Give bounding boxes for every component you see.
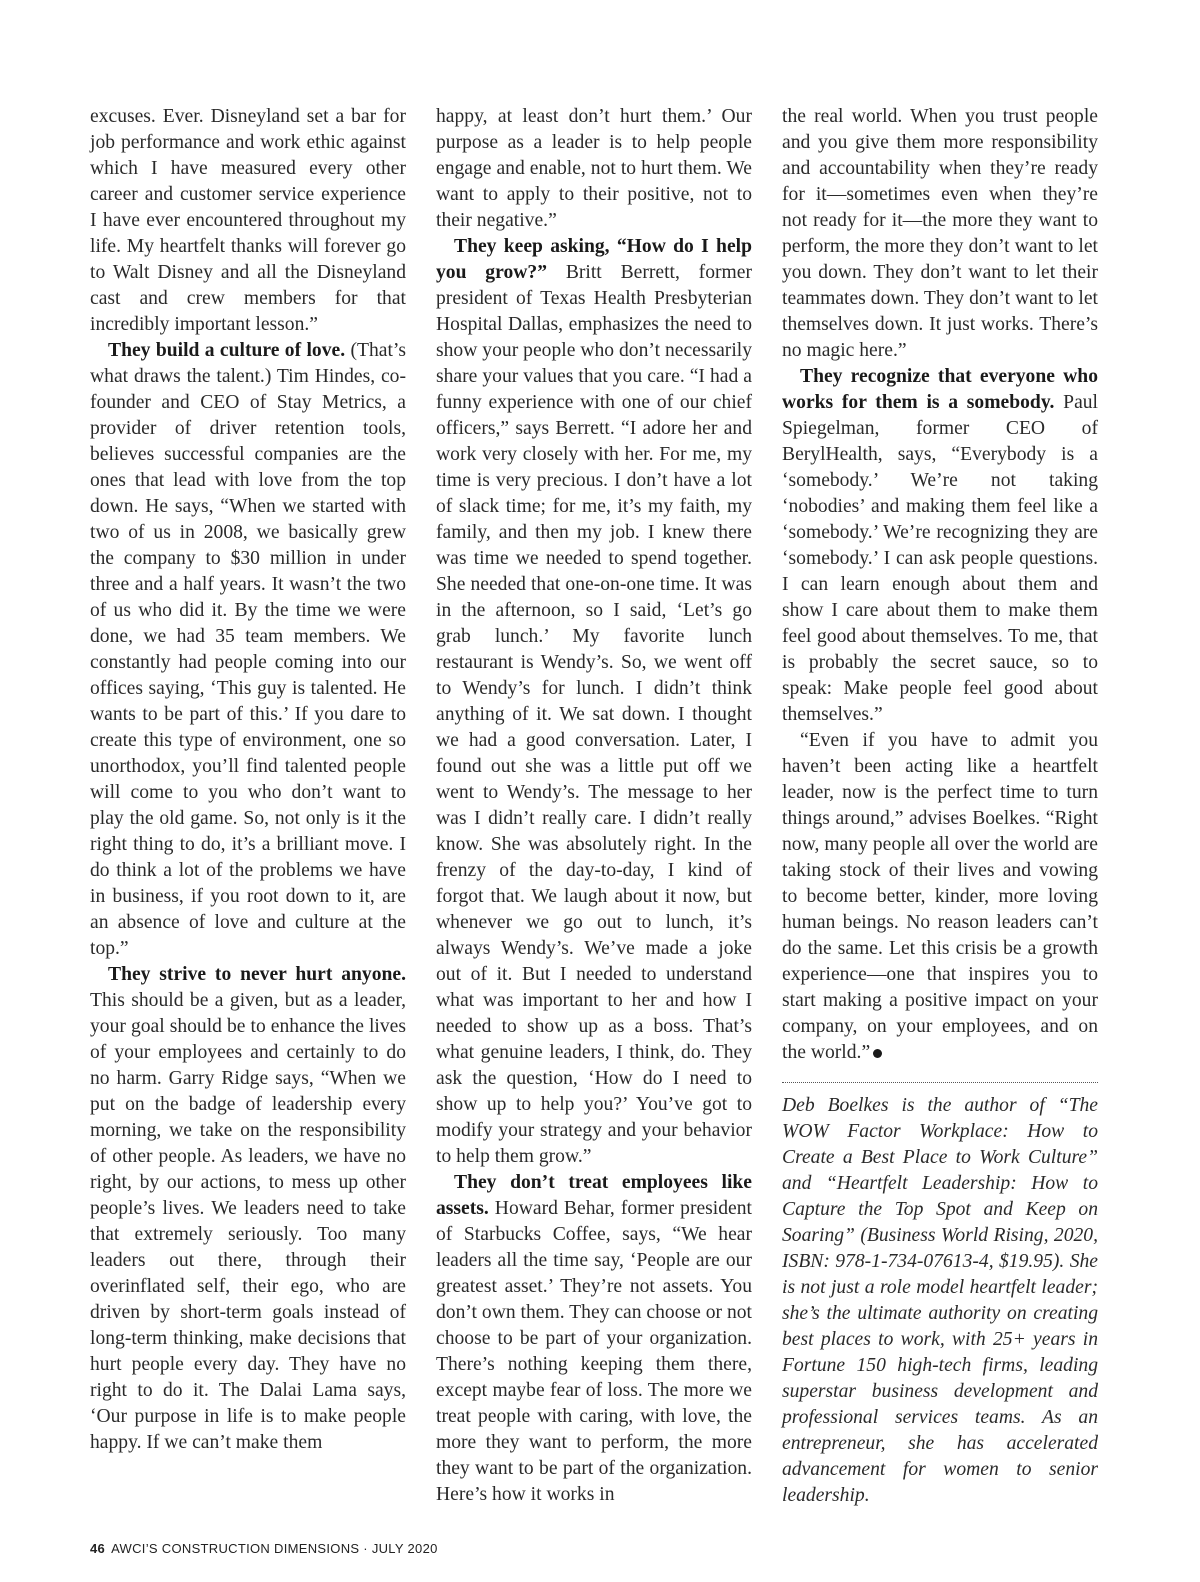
author-bio: Deb Boelkes is the author of “The WOW Factor Workplace: How to Create a Best Place to Work Culture” and “Heartfelt Leadership: How to Capture the Top Spot and Keep on Soaring” (Business World Rising, 2020, ISBN: 978-1-734-07613-4, $19.95). She is not just a role model heartfelt leader; she’s the ultimate authority on creating best places to work, with 25+ years in Fortune 150 high-tech firms, leading superstar business development and professional services teams. As an entrepreneur, she has accelerated advancement for women to senior leadership. bbox=[782, 1095, 1098, 1506]
paragraph-body: Paul Spiegelman, former CEO of BerylHealth, says, “Everybody is a ‘somebody.’ We’re not taking ‘nobodies’ and making them feel like a ‘somebody.’ We’re recognizing they are ‘somebody.’ I can ask people questions. I can learn enough about them and show I care about them to make them feel good about themselves. To me, that is probably the secret sauce, so to speak: Make people feel good about themselves.” bbox=[782, 392, 1099, 725]
paragraph: excuses. Ever. Disneyland set a bar for job performance and work ethic against which I have measured every other career and customer service experience I have ever encountered throughout my life. My heartfelt thanks will forever go to Walt Disney and all the Disneyland cast and crew members for that incredibly important lesson.” bbox=[90, 106, 406, 335]
paragraph bbox=[436, 234, 752, 1170]
article-column-2 bbox=[436, 104, 752, 1508]
page-number: 46 bbox=[90, 1541, 106, 1556]
page-footer bbox=[90, 1541, 438, 1556]
paragraph bbox=[90, 338, 406, 962]
paragraph-body: “Even if you have to admit you haven’t been acting like a heartfelt leader, now is the perfect time to turn things around,” advises Boelkes. “Right now, many people all over the world are taking stock of their lives and vowing to become better, kinder, more loving human beings. No reason leaders can’t do the same. Let this crisis be a growth experience—one that inspires you to start making a positive impact on your company, on your employees, and on the world.” bbox=[782, 730, 1098, 1063]
paragraph-body: This should be a given, but as a leader, your goal should be to enhance the lives of your employees and certainly to do no harm. Garry Ridge says, “When we put on the badge of leadership every morning, we take on the responsibility of other people. As leaders, we have no right, by our actions, to mess up other people’s lives. We leaders need to take that extremely seriously. Too many leaders out there, through their overinflated self, their ego, who are driven by short-term goals instead of long-term thinking, make decisions that hurt people every day. They have no right to do it. The Dalai Lama says, ‘Our purpose in life is to make people happy. If we can’t make them bbox=[90, 990, 406, 1453]
paragraph bbox=[436, 1170, 752, 1508]
subhead: They recognize that everyone who works for them is a somebody. bbox=[782, 366, 1098, 413]
subhead: They keep asking, “How do I help you grow?” bbox=[436, 236, 752, 283]
article-column-1 bbox=[90, 104, 406, 1456]
paragraph bbox=[782, 728, 1098, 1066]
paragraph bbox=[90, 962, 406, 1456]
subhead: They build a culture of love. bbox=[108, 340, 346, 361]
article-column-3 bbox=[782, 104, 1098, 1509]
paragraph: the real world. When you trust people and you give them more responsibility and accountability when they’re ready for it—sometimes even when they’re not ready for it—the more they want to perform, the more they don’t want to let you down. They don’t want to let their teammates down. They don’t want to let themselves down. It just works. There’s no magic here.” bbox=[782, 106, 1098, 361]
publication-line: AWCI’S CONSTRUCTION DIMENSIONS · JULY 2020 bbox=[111, 1541, 438, 1556]
subhead: They don’t treat employees like assets. bbox=[436, 1172, 752, 1219]
paragraph bbox=[782, 364, 1098, 728]
paragraph-body: Howard Behar, former president of Starbucks Coffee, says, “We hear leaders all the time say, ‘People are our greatest asset.’ They’re not assets. You don’t own them. They can choose or not choose to be part of your organization. There’s nothing keeping them there, except maybe fear of loss. The more we treat people with caring, with love, the more they want to perform, the more they want to be part of the organization. Here’s how it works in bbox=[436, 1198, 752, 1505]
divider bbox=[782, 1082, 1098, 1083]
paragraph: happy, at least don’t hurt them.’ Our purpose as a leader is to help people engage and enable, not to hurt them. We want to apply to their positive, not to their negative.” bbox=[436, 106, 752, 231]
subhead: They strive to never hurt anyone. bbox=[108, 964, 406, 985]
paragraph-body: (That’s what draws the talent.) Tim Hindes, co-founder and CEO of Stay Metrics, a provider of driver retention tools, believes successful companies are the ones that lead with love from the top down. He says, “When we started with two of us in 2008, we basically grew the company to $30 million in under three and a half years. It wasn’t the two of us who did it. By the time we were done, we had 35 team members. We constantly had people coming into our offices saying, ‘This guy is talented. He wants to be part of this.’ If you dare to create this type of environment, one so unorthodox, you’ll find talented people will come to you who don’t want to play the old game. So, not only is it the right thing to do, it’s a brilliant move. I do think a lot of the problems we have in business, if you root down to it, are an absence of love and culture at the top.” bbox=[90, 340, 406, 959]
paragraph-body: Britt Berrett, former president of Texas Health Presbyterian Hospital Dallas, emphasizes the need to show your people who don’t necessarily share your values that you care. “I had a funny experience with one of our chief officers,” says Berrett. “I adore her and work very closely with her. For me, my time is very precious. I don’t have a lot of slack time; for me, it’s my faith, my family, and then my job. I knew there was time we needed to spend together. She needed that one-on-one time. It was in the afternoon, so I said, ‘Let’s go grab lunch.’ My favorite lunch restaurant is Wendy’s. So, we went off to Wendy’s for lunch. I didn’t think anything of it. We sat down. I thought we had a good conversation. Later, I found out she was a little put off we went to Wendy’s. The message to her was I didn’t really care. I didn’t really know. She was absolutely right. In the frenzy of the day-to-day, I kind of forgot that. We laugh about it now, but whenever we go out to lunch, it’s always Wendy’s. We’ve made a joke out of it. But I needed to understand what was important to her and how I needed to show up as a boss. That’s what genuine leaders, I think, do. They ask the question, ‘How do I need to show up to help you?’ You’ve got to modify your strategy and your behavior to help them grow.” bbox=[436, 262, 752, 1167]
end-mark-icon bbox=[873, 1049, 882, 1058]
